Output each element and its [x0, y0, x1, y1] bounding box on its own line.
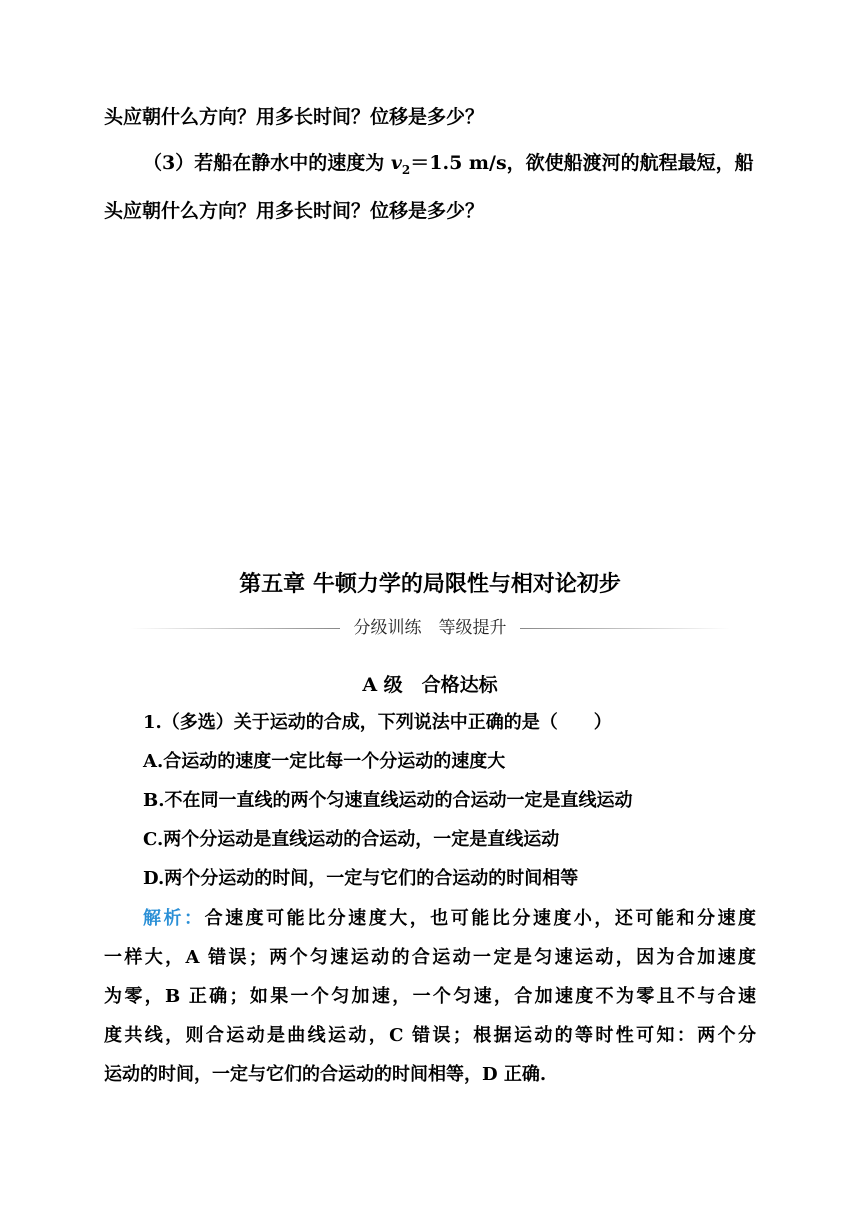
analysis-line: 一样大，A 错误；两个匀速运动的合运动一定是匀速运动，因为合加速度	[104, 947, 756, 968]
question-3	[143, 150, 754, 183]
option-b: B.不在同一直线的两个匀速直线运动的合运动一定是直线运动	[143, 790, 633, 811]
text-line: 头应朝什么方向？用多长时间？位移是多少？	[104, 200, 485, 222]
analysis-line: 运动的时间，一定与它们的合运动的时间相等，D 正确.	[104, 1064, 547, 1085]
text-line: 头应朝什么方向？用多长时间？位移是多少？	[104, 106, 485, 128]
analysis-line: 为零，B 正确；如果一个匀加速，一个匀速，合加速度不为零且不与合速	[104, 986, 756, 1007]
velocity-subscript: 2	[401, 162, 411, 177]
analysis-line	[143, 906, 756, 932]
question-stem: 1.（多选）关于运动的合成，下列说法中正确的是（ ）	[143, 712, 612, 733]
option-c: C.两个分运动是直线运动的合运动，一定是直线运动	[143, 829, 560, 850]
subtitle	[130, 616, 730, 640]
analysis-text: 合速度可能比分速度大，也可能比分速度小，还可能和分速度	[204, 908, 757, 929]
section-title: A 级 合格达标	[362, 674, 498, 696]
subtitle-banner	[130, 616, 730, 640]
analysis-label: 解析：	[143, 908, 205, 929]
chapter-title: 第五章 牛顿力学的局限性与相对论初步	[239, 571, 621, 597]
analysis-line: 度共线，则合运动是曲线运动，C 错误；根据运动的等时性可知：两个分	[104, 1025, 756, 1046]
q3-suffix: ＝1.5 m/s，欲使船渡河的航程最短，船	[410, 152, 754, 174]
velocity-variable: v	[390, 152, 402, 174]
option-d: D.两个分运动的时间，一定与它们的合运动的时间相等	[143, 868, 579, 889]
q3-prefix: （3）若船在静水中的速度为	[143, 152, 391, 174]
subtitle-text: 分级训练 等级提升	[350, 618, 511, 638]
option-a: A.合运动的速度一定比每一个分运动的速度大	[143, 751, 506, 772]
